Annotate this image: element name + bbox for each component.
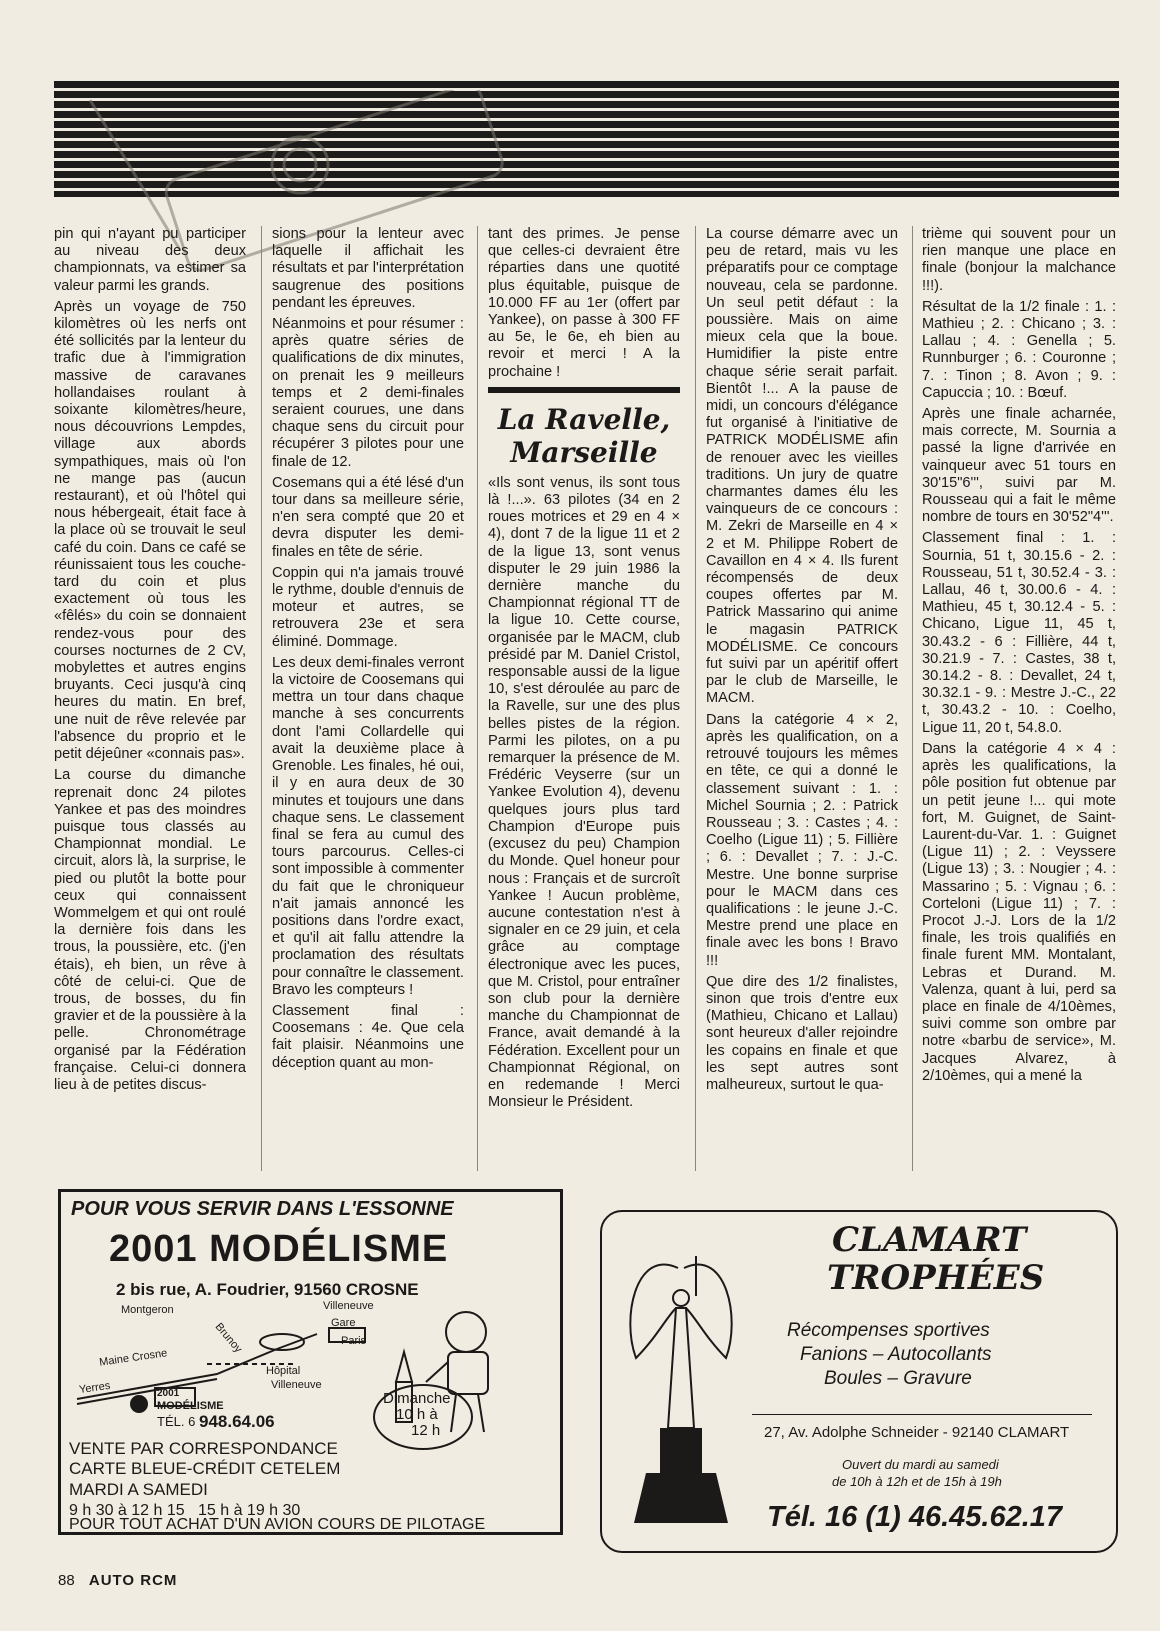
ad-shop-name: CLAMART: [832, 1220, 1027, 1260]
sunday-hours: 12 h: [411, 1422, 441, 1439]
ad-phone: Tél. 16 (1) 46.45.62.17: [767, 1501, 1063, 1533]
article-column-3: [488, 226, 680, 1172]
map-label: Maine Crosne: [98, 1347, 168, 1369]
trophy-illustration: [616, 1238, 746, 1538]
ad-opening-hours: 9 h 30 à 12 h 15 15 h à 19 h 30: [69, 1502, 301, 1519]
paragraph: Classement final : 1. : Sournia, 51 t, 30.15.6 - 2. : Rousseau, 51 t, 30.52.4 - 3. : Lallau, 46 t, 30.00.6 - 4. : Mathieu, 45 t, 30.12.4 - 5. : Chicano, Ligue 11, 45 t, 30.43.2 - 6 : Fillière, 44 t, 30.21.9 - 7. : Castes, 38 t, 30.14.2 - 8. : Devallet, 24 t, 30.32.1 - 9. : Mestre J.-C., 22 t, 30.43.2 - 10. : Coelho, Ligue 11, 20 t, 54.8.0.: [922, 530, 1116, 736]
ad-address: 2 bis rue, A. Foudrier, 91560 CROSNE: [116, 1280, 419, 1299]
paragraph: «Ils sont venus, ils sont tous là !...». 63 pilotes (34 en 2 roues motrices et 29 en 4 × 4), dont 7 de la ligue 11 et 2 de la ligue 13, sont venus disputer le 29 juin 1986 la dernière manche du Championnat régional TT de la ligue 10. Cette course, organisée par le MACM, club présidé par M. Daniel Cristol, responsable aussi de la ligue 10, s'est déroulée au parc de la Ravelle, sur une des plus belles pistes de la région. Parmi les pilotes, on a pu remarquer la présence de M. Frédéric Veyserre (sur un Yankee Evolution 4), devenu quelques jours plus tard Champion d'Europe puis (excusez du peu) Champion du Monde. Quel honeur pour nous : Français et de surcroît Yankee ! Aucun problème, aucune contestation n'est à signaler en ce 29 juin, et cela grâce au comptage électronique avec les puces, que M. Cristol, pour entraîner son club pour la dernière manche du Championnat de France, avait demandé à la Fédération. Excellent pour un Championnat Régional, on en redemande ! Merci Monsieur le Président.: [488, 474, 680, 1111]
magazine-name: AUTO RCM: [88, 1572, 178, 1589]
map-label: Brunoy: [212, 1320, 245, 1356]
paragraph: Que dire des 1/2 finalistes, sinon que trois d'entre eux (Mathieu, Chicano et Lallau) sont heureux d'aller rejoindre les copains en finale et que les sept autres sont malheureux, surtout le qua-: [706, 973, 898, 1093]
page-footer: [58, 1572, 177, 1589]
paragraph: Les deux demi-finales verront la victoire de Coosemans qui mettra un tour dans chaque manche à ses concurrents dont l'ami Collardelle qui avait la deuxième place à Grenoble. Les finales, hé oui, il y en aura deux de 30 minutes et toujours une dans chaque sens. Le classement final se fera au cumul des tours parcourus. Celles-ci sont impossible à commenter du fait que le chroniqueur n'ait jamais annoncé les positions dans l'ordre exact, et qu'il ait fallu attendre la proclamation des résultats pour connaître le classement. Bravo les compteurs !: [272, 654, 464, 998]
article-column-1: [54, 226, 246, 1172]
ad-line: Récompenses sportives: [787, 1320, 990, 1341]
map-label: Villeneuve: [271, 1379, 322, 1391]
ad-opening-days: Ouvert du mardi au samedi: [842, 1457, 999, 1472]
title-rule: [488, 387, 680, 393]
sunday-hours: 10 h à: [396, 1406, 438, 1423]
section-title-block: [488, 387, 680, 469]
map-label: 2001: [157, 1388, 180, 1399]
paragraph: tant des primes. Je pense que celles-ci devraient être réparties dans une quotité plus équitable, puisque de 10.000 FF au 1er (offert par Yankee), on passe à 300 FF au 5e, le 6e, eh bien au revoir et merci ! A la prochaine !: [488, 226, 680, 380]
paragraph: Résultat de la 1/2 finale : 1. : Mathieu ; 2. : Chicano ; 3. : Lallau ; 4. : Genella ; 5. Runnburger ; 6. : Couronne ; 7. : Tinon ; 8. Avon ; 9. : Capuccia ; 10. : Bœuf.: [922, 298, 1116, 401]
map-label: Hôpital: [266, 1365, 301, 1377]
map-label: MODÉLISME: [157, 1400, 224, 1412]
ad-banner: POUR VOUS SERVIR DANS L'ESSONNE: [71, 1198, 454, 1220]
sunday-label: Dimanche: [383, 1390, 451, 1407]
paragraph: La course du dimanche reprenait donc 24 pilotes Yankee et pas des moindres puisque tous classés au Championnat mondial. Le circuit, alors là, la surprise, le pied ou plutôt la botte pour ceux qui connaissent Wommelgem et qui ont roulé la dernière fois dans les trous, la poussière, etc. (j'en étais), eh bien, un rêve à côté de celui-ci. Que de trous, de bosses, du fin gravier et de la poussière à la pelle. Chronométrage organisé par la Fédération française. Celui-ci donnera lieu à de petites discus-: [54, 767, 246, 1093]
map-label: Villeneuve: [323, 1300, 374, 1312]
ad-phone-prefix: TÉL. 6: [157, 1414, 196, 1429]
ad-shop-name: TROPHÉES: [827, 1258, 1045, 1298]
ad-divider: [752, 1414, 1092, 1415]
advertisement-2001-modelisme: [58, 1189, 563, 1535]
paragraph: Après un voyage de 750 kilomètres où les nerfs ont été sollicités par la lenteur du trafic due à l'immigration massive de caravanes hollandaises roulant à soixante kilomètres/heure, nous découvrions Lempdes, village aux abords sympathiques, mais où l'on ne mange pas (aucun restaurant), et où l'hôtel qui nous hébergeait, était face à la place où se trouvait le seul café du coin. Dans ce café se réunissaient tous les couche-tard du coin et plus exactement où tous les «fêlés» du coin se donnaient rendez-vous pour des courses nocturnes de 2 CV, mobylettes et autres engins bruyants. Ceci jusqu'à cinq heures du matin. En bref, une nuit de rêve relevée par l'absence du proprio et le petit déjeûner «connais pas».: [54, 298, 246, 763]
paragraph: sions pour la lenteur avec laquelle il affichait les résultats et par l'interprétation saugrenue des positions pendant les épreuves.: [272, 226, 464, 311]
ad-line: CARTE BLEUE-CRÉDIT CETELEM: [69, 1459, 341, 1478]
paragraph: trième qui souvent pour un rien manque une place en finale (bonjour la malchance !!!).: [922, 226, 1116, 294]
paragraph: Néanmoins et pour résumer : après quatre séries de qualifications de dix minutes, on prenait les 9 meilleurs temps et 2 demi-finales seraient courues, une dans chaque sens du circuit pour récupérer 3 pilotes pour une finale de 12.: [272, 316, 464, 470]
ad-phone: 948.64.06: [199, 1412, 275, 1431]
ad-line: MARDI A SAMEDI: [69, 1480, 208, 1499]
ad-line: POUR TOUT ACHAT D'UN AVION COURS DE PILOTAGE: [69, 1516, 486, 1533]
section-title-line: Marseille: [510, 435, 658, 469]
column-divider: [695, 226, 696, 1171]
column-divider: [477, 226, 478, 1171]
map-label: Paris: [341, 1335, 367, 1347]
paragraph: Cosemans qui a été lésé d'un tour dans sa meilleure série, n'en sera compté que 20 et devra disputer les demi-finales en tête de série.: [272, 474, 464, 560]
paragraph: Dans la catégorie 4 × 4 : après les qualifications, la pôle position fut obtenue par un petit jeune !... qui mote fort, M. Guignet, de Saint-Laurent-du-Var. 1. : Guignet (Ligue 11) ; 2. : Veyssere (Ligue 13) ; 3. : Nougier ; 4. : Massarino ; 5. : Vignau ; 6. : Corteloni (Ligue 11) ; 7. : Procot J.-J. Lors de la 1/2 finale, les trois qualifiés en finale furent MM. Montalant, Lebras et Durand. M. Valenza, quant à lui, perd sa place en finale de 4/10èmes, suivi comme son ombre par notre «barbu de service», M. Jacques Alvarez, à 2/10èmes, qui a mené la: [922, 740, 1116, 1084]
section-title: [488, 403, 680, 469]
map-label: Montgeron: [121, 1304, 174, 1316]
map-label: Gare: [331, 1317, 356, 1329]
page-number: 88: [58, 1572, 75, 1589]
paragraph: pin qui n'ayant pu participer au niveau des deux championnats, va estimer sa valeur parmi les grands.: [54, 226, 246, 294]
advertisement-clamart-trophees: [600, 1210, 1118, 1553]
article-column-2: [272, 226, 464, 1172]
article-column-5: [922, 226, 1116, 1172]
column-divider: [261, 226, 262, 1171]
ad-line: Fanions – Autocollants: [800, 1344, 992, 1365]
ad-address: 27, Av. Adolphe Schneider - 92140 CLAMART: [764, 1424, 1070, 1441]
ad-shop-name: 2001 MODÉLISME: [109, 1228, 449, 1270]
paragraph: Dans la catégorie 4 × 2, après les qualification, on a retrouvé toujours les mêmes en tête, ce qui a donné le classement suivant : 1. : Michel Sournia ; 2. : Patrick Rousseau ; 3. : Castes ; 4. : Coelho (Ligue 11) ; 5. Fillière ; 6. : Devallet ; 7. : J.-C. Mestre. Une bonne surprise pour le MACM dans ces qualifications : le jeune J.-C. Mestre prend une place en finale avec les bons ! Bravo !!!: [706, 711, 898, 969]
ad-opening-hours: de 10h à 12h et de 15h à 19h: [832, 1474, 1002, 1489]
paragraph: La course démarre avec un peu de retard, mais vu les préparatifs pour ce comptage nouveau, cela se pardonne. Un seul petit défaut : la poussière. Mais on aime mieux cela que la boue. Humidifier la piste entre chaque série serait parfait. Bientôt !... A la pause de midi, un concours d'élégance fut organisé à l'initiative de PATRICK MODÉLISME afin de renouer avec les vieilles traditions. Un jury de quatre charmantes dames élu les vainqueurs de ce concours : M. Zekri de Marseille en 4 × 2 et M. Philippe Robert de Cavaillon en 4 × 4. Ils furent récompensés de deux coupes offertes par M. Patrick Massarino qui anime le magasin PATRICK MODÉLISME. Ce concours fut suivi par un apéritif offert par le club de Marseille, le MACM.: [706, 226, 898, 707]
article-column-4: [706, 226, 898, 1172]
section-title-line: La Ravelle,: [497, 402, 671, 436]
ad-line: Boules – Gravure: [824, 1368, 972, 1389]
column-divider: [912, 226, 913, 1171]
paragraph: Coppin qui n'a jamais trouvé le rythme, double d'ennuis de moteur et autres, se retrouvera 23e et sera éliminé. Dommage.: [272, 564, 464, 650]
ad-line: VENTE PAR CORRESPONDANCE: [69, 1439, 338, 1458]
paragraph: Classement final : Coosemans : 4e. Que cela fait plaisir. Néanmoins une déception quant au mon-: [272, 1002, 464, 1071]
map-label: Yerres: [78, 1379, 112, 1397]
paragraph: Après une finale acharnée, mais correcte, M. Sournia a passé la ligne d'arrivée en vainqueur avec 51 tours en 30'15"6''', suivi par M. Rousseau qui a fait le même nombre de tours en 30'52"4'''.: [922, 406, 1116, 526]
